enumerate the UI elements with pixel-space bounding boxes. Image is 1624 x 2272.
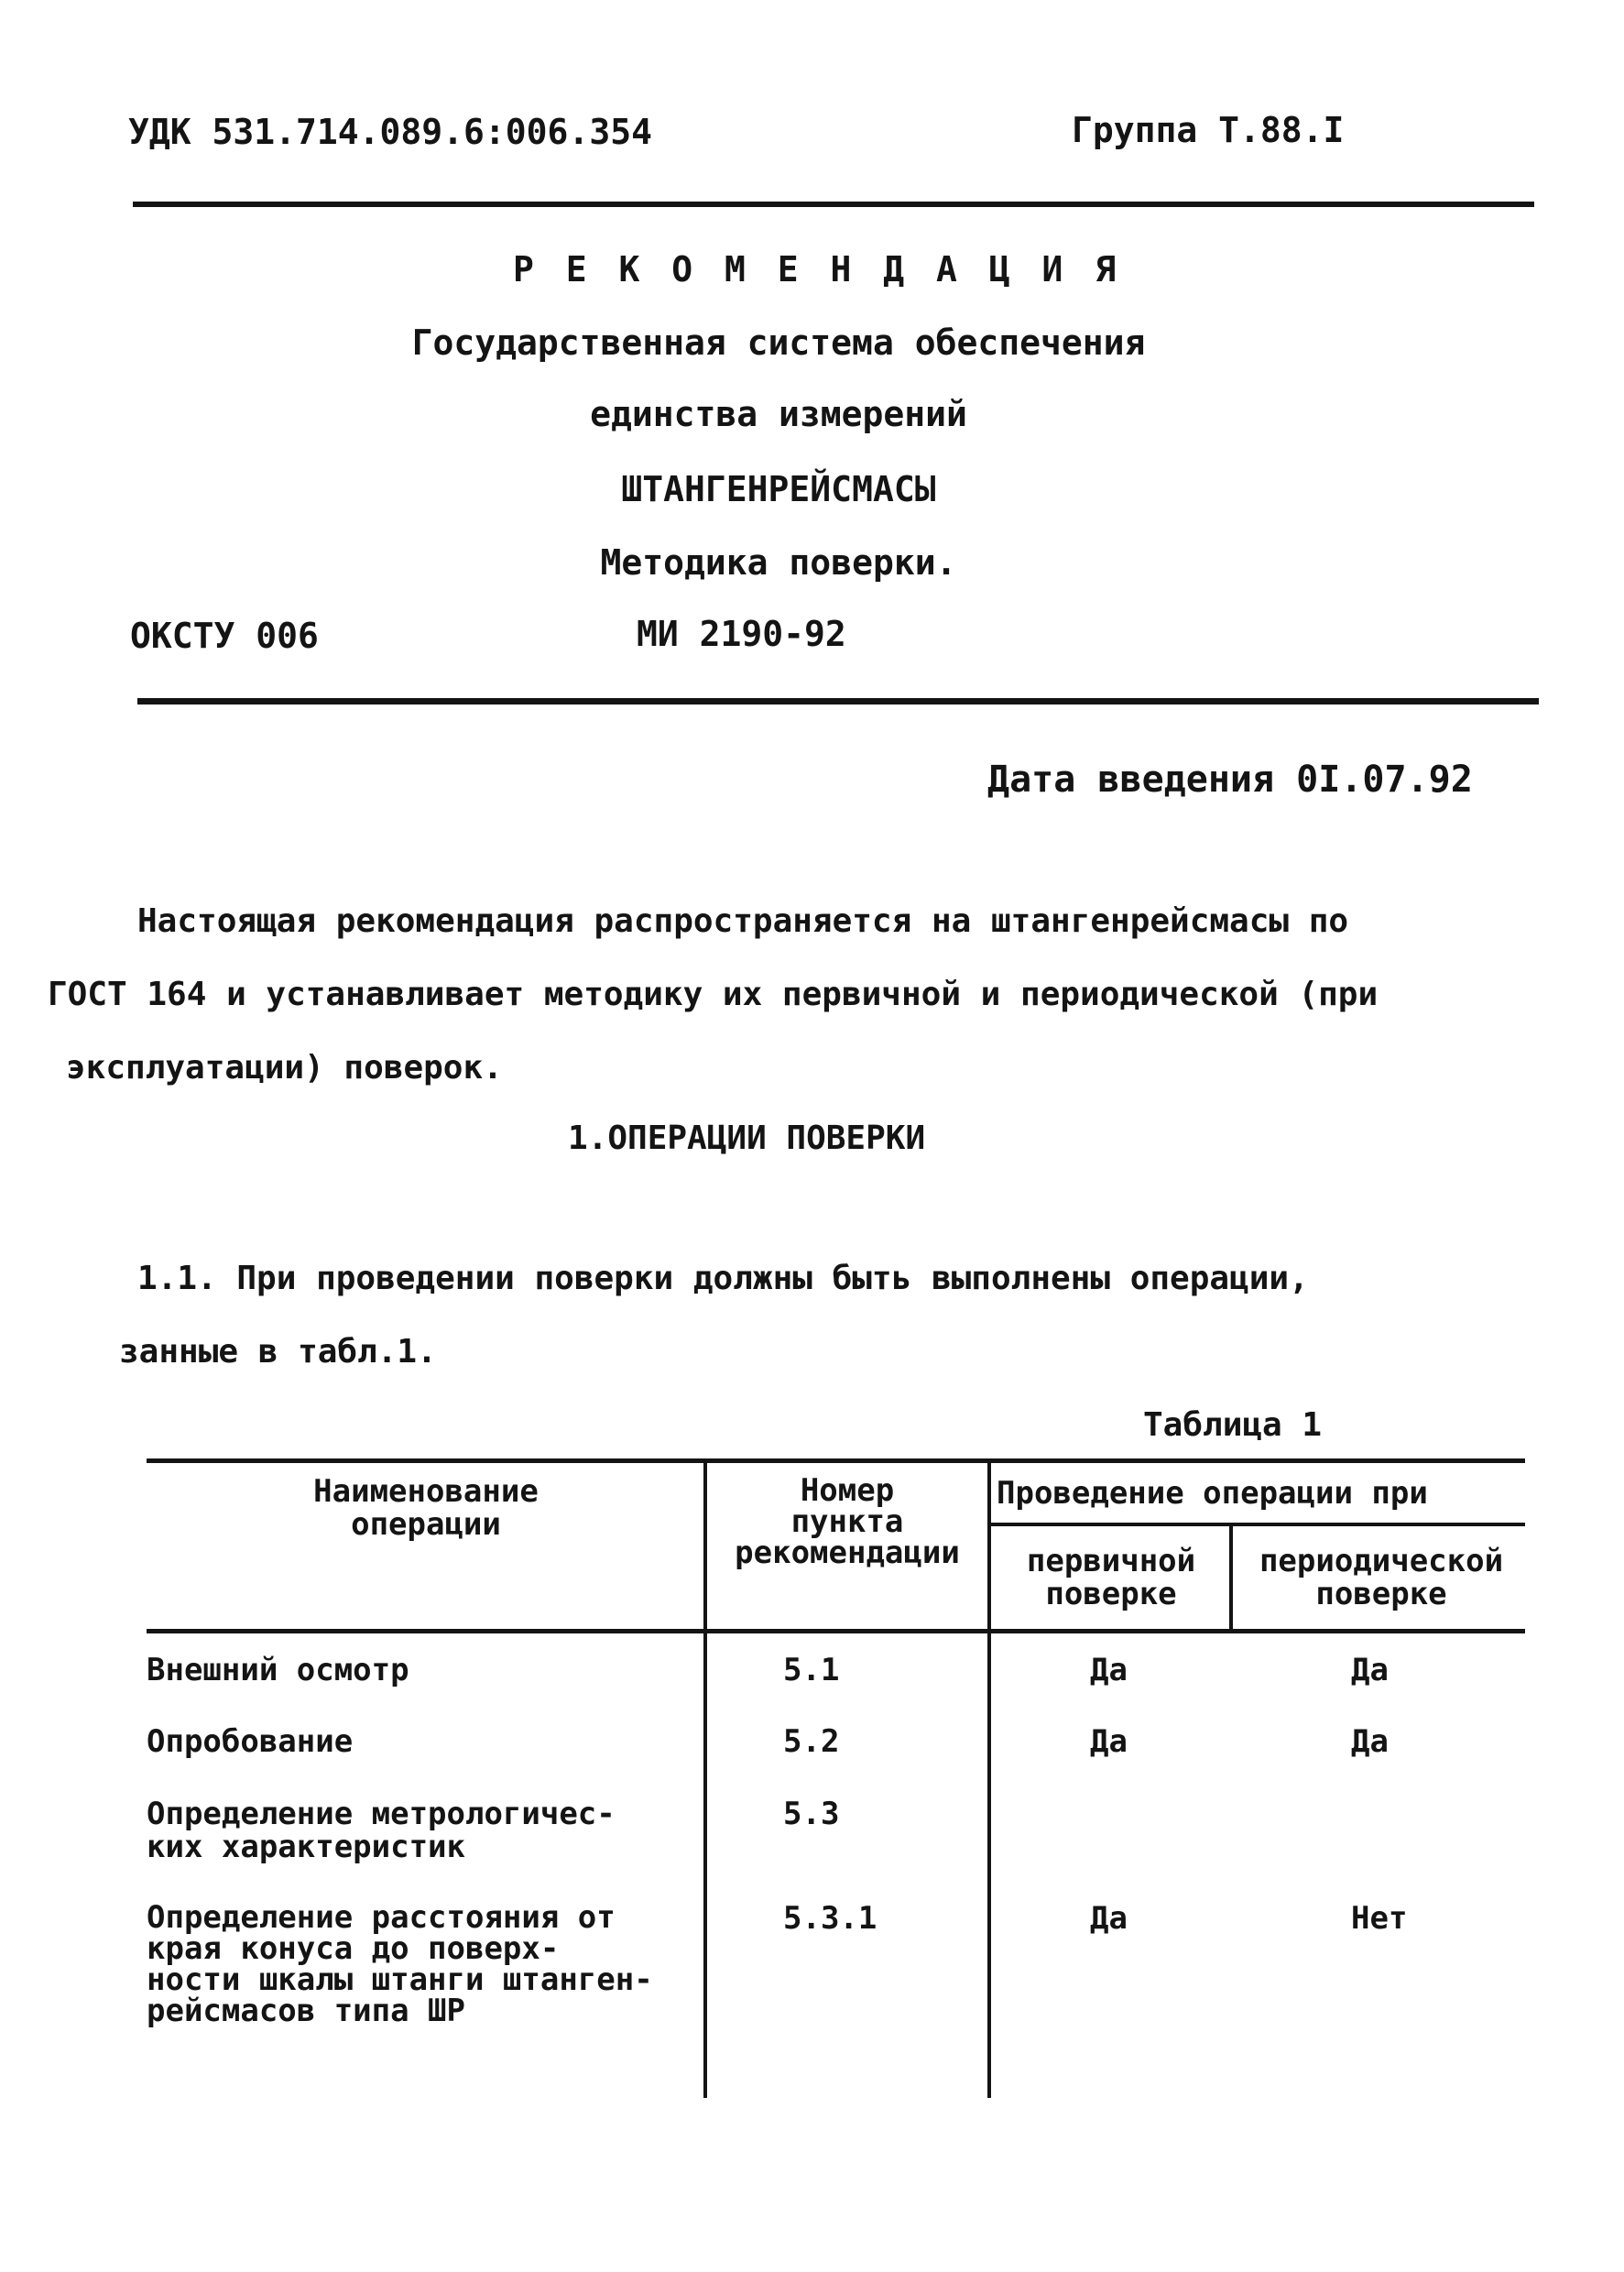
header-primary-verification: первичной поверке <box>1026 1543 1196 1612</box>
header-performed-at: Проведение операции при <box>997 1475 1428 1512</box>
table-row-2-periodic: Да <box>1351 1723 1389 1760</box>
table-row-3-name: Определение метрологичес- ких характеристик <box>147 1796 616 1865</box>
table-top-rule <box>147 1458 1525 1463</box>
table-col-divider-2 <box>987 1458 991 2098</box>
intro-paragraph-line-3: эксплуатации) поверок. <box>66 1049 503 1087</box>
document-number: МИ 2190-92 <box>637 614 846 654</box>
table-row-4-name: Определение расстояния от края конуса до поверх- ности шкалы штанги штанген- рейсмасов типа ШР <box>147 1899 653 2029</box>
udk-code: УДК 531.714.089.6:006.354 <box>128 112 652 152</box>
table-row-1-name: Внешний осмотр <box>147 1652 409 1688</box>
group-code: Группа Т.88.I <box>1072 110 1345 150</box>
header-clause-number: Номер пункта рекомендации <box>735 1472 960 1571</box>
title-line-3: ШТАНГЕНРЕЙСМАСЫ <box>621 469 936 509</box>
table-row-4-primary: Да <box>1090 1900 1128 1937</box>
table-row-3-number: 5.3 <box>783 1796 840 1832</box>
intro-paragraph-line-1: Настоящая рекомендация распространяется на штангенрейсмасы по <box>137 902 1349 940</box>
table-row-1-number: 5.1 <box>783 1652 840 1688</box>
table-header-bottom-rule <box>147 1629 1525 1633</box>
title-line-4: Методика поверки. <box>600 542 957 583</box>
oksty-code: ОКСТУ 006 <box>130 616 319 656</box>
table-row-1-primary: Да <box>1090 1652 1128 1688</box>
header-periodic-verification: периодической поверке <box>1259 1543 1504 1612</box>
clause-1-1-line-1: 1.1. При проведении поверки должны быть выполнены операции, <box>137 1260 1309 1297</box>
table-row-2-name: Опробование <box>147 1723 354 1760</box>
table-row-2-number: 5.2 <box>783 1723 840 1760</box>
table-row-4-number: 5.3.1 <box>783 1900 877 1937</box>
table-row-1-periodic: Да <box>1351 1652 1389 1688</box>
document-type-heading: Р Е К О М Е Н Д А Ц И Я <box>513 249 1122 289</box>
title-line-1: Государственная система обеспечения <box>411 322 1146 363</box>
table-caption: Таблица 1 <box>1143 1406 1323 1444</box>
section-1-title: 1.ОПЕРАЦИИ ПОВЕРКИ <box>568 1120 926 1157</box>
header-operation-name: Наименование операции <box>313 1473 539 1543</box>
top-rule <box>133 202 1534 207</box>
title-line-2: единства измерений <box>590 394 967 434</box>
table-col-divider-3 <box>1229 1524 1233 1631</box>
clause-1-1-line-2: занные в табл.1. <box>119 1333 437 1371</box>
title-bottom-rule <box>137 698 1539 705</box>
table-row-4-periodic: Нет <box>1351 1900 1408 1937</box>
table-row-2-primary: Да <box>1090 1723 1128 1760</box>
table-group-rule <box>989 1523 1525 1526</box>
introduction-date: Дата введения 0I.07.92 <box>987 759 1473 801</box>
intro-paragraph-line-2: ГОСТ 164 и устанавливает методику их первичной и периодической (при <box>48 976 1379 1013</box>
